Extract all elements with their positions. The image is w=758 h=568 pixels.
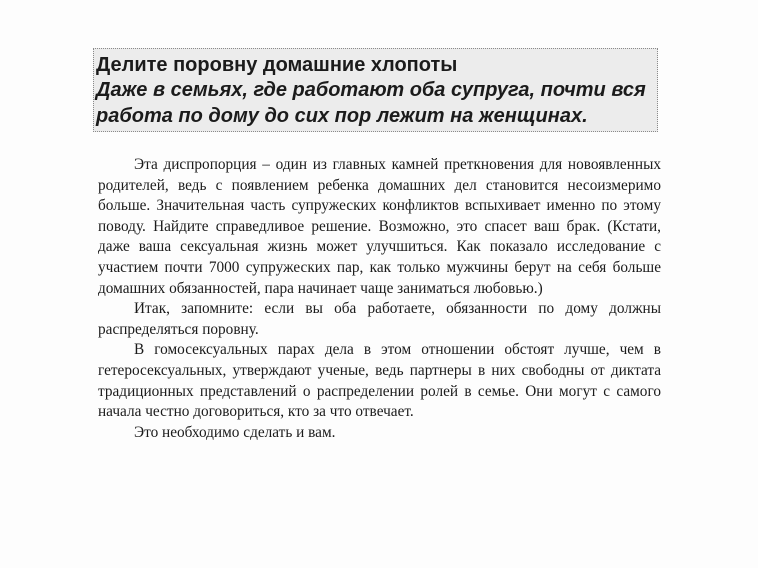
subhead-line-2: работа по дому до сих пор лежит на женщинах. <box>96 105 588 127</box>
paragraph: Это необходимо сделать и вам. <box>134 423 336 441</box>
title-box <box>93 48 658 132</box>
paragraph: Эта диспропорция – один из главных камней преткновения для новоявленных родителей, ведь с появлением ребенка домашних дел становится несоизмеримо больше. Значительная часть супружеских конфликтов вспыхивает именно по этому поводу. Найдите справедливое решение. Возможно, это спасет ваш брак. (Кстати, даже ваша сексуальная жизнь может улучшиться. Как показало исследование с участием почти 7000 супружеских пар, как только мужчины берут на себя больше домашних обязанностей, пара начинает чаще заниматься любовью.) <box>98 156 661 297</box>
subhead-line-1: Даже в семьях, где работают оба супруга, почти вся <box>96 79 646 101</box>
paragraph: В гомосексуальных парах дела в этом отношении обстоят лучше, чем в гетеросексуальных, утверждают ученые, ведь партнеры в них свободны от диктата традиционных представлений о распределении ролей в семье. Они могут с самого начала честно договориться, кто за что отвечает. <box>98 341 661 421</box>
article-body <box>98 155 661 443</box>
paragraph: Итак, запомните: если вы оба работаете, обязанности по дому должны распределяться поровну. <box>98 300 661 338</box>
headline: Делите поровну домашние хлопоты <box>96 54 458 76</box>
